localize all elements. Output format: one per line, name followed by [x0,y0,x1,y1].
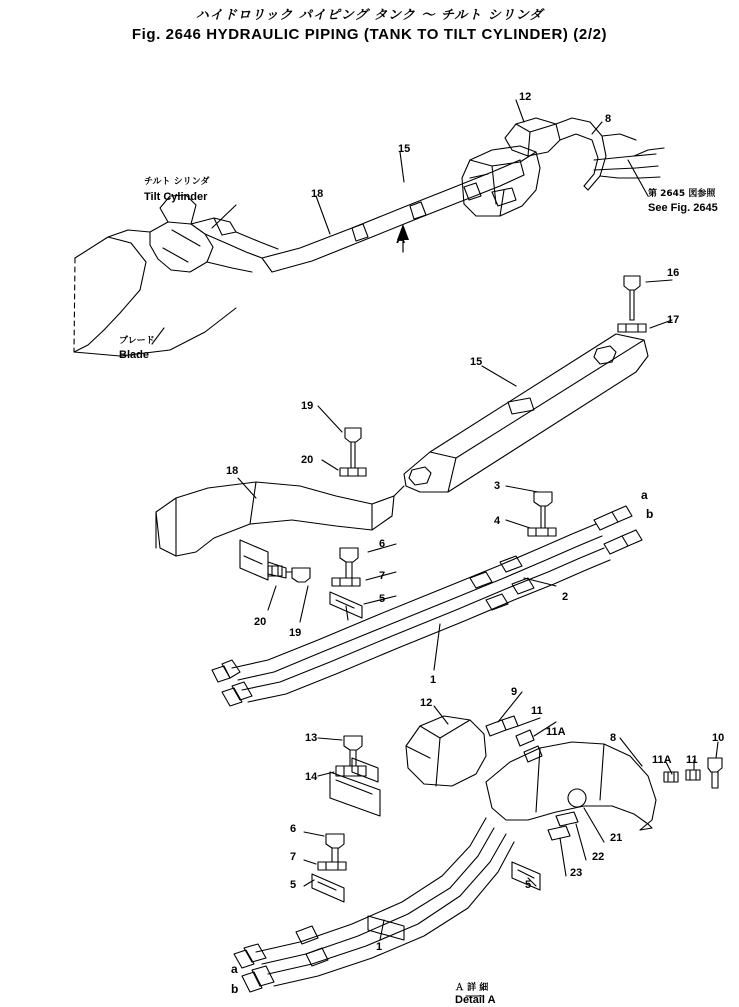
callout-4: 4 [494,515,501,527]
callout-18-middle: 18 [226,465,239,477]
annotation-detail-a-jp: Ａ 詳 細 [455,983,489,993]
callout-8-upper: 8 [605,113,612,125]
callout-6-lower: 6 [290,823,297,835]
callout-a-hose-lower: a [231,962,238,976]
section-marker-a-upper: A [396,231,406,246]
callout-7-lower: 7 [290,851,297,863]
annotation-detail-a-en: Detail A [455,994,496,1006]
callout-9: 9 [511,686,518,698]
callout-16: 16 [667,267,680,279]
callout-5-middle: 5 [379,593,386,605]
callout-11a-right: 11A [652,754,672,766]
annotation-see-fig-jp: 第 2645 図参照 [648,189,716,199]
annotation-tilt-cylinder-en: Tilt Cylinder [144,191,208,203]
annotation-blade-jp: ブレード [119,336,155,346]
callout-1-lower: 1 [376,941,383,953]
callout-3: 3 [494,480,501,492]
callout-a-hose-upper: a [641,488,648,502]
callout-5-lower-left: 5 [290,879,297,891]
callout-10: 10 [712,732,725,744]
callout-18-upper: 18 [311,188,324,200]
callout-23: 23 [570,867,583,879]
callout-20-upper: 20 [301,454,314,466]
callout-19-lower: 19 [289,627,302,639]
callout-6-middle: 6 [379,538,386,550]
callout-7-middle: 7 [379,570,386,582]
callout-12-upper: 12 [519,91,532,103]
annotation-see-fig-en: See Fig. 2645 [648,202,718,214]
callout-1-middle: 1 [430,674,437,686]
callout-22: 22 [592,851,605,863]
callout-21: 21 [610,832,623,844]
callout-b-hose-upper: b [646,507,654,521]
page-title-english: Fig. 2646 HYDRAULIC PIPING (TANK TO TILT CYLINDER) (2/2) [131,26,608,43]
annotation-tilt-cylinder-jp: チルト シリンダ [144,177,210,187]
callout-8-lower: 8 [610,732,617,744]
callout-19-upper: 19 [301,400,314,412]
callout-5-lower-right: 5 [525,879,532,891]
annotation-blade-en: Blade [119,349,149,361]
callout-b-hose-lower: b [231,982,239,996]
callout-17: 17 [667,314,680,326]
callout-15-upper: 15 [398,143,411,155]
page-title-japanese: ハイドロリック パイピング タンク ～ チルト シリンダ [195,8,544,23]
callout-11-right: 11 [686,754,698,766]
callout-14: 14 [305,771,318,783]
callout-12-lower: 12 [420,697,433,709]
callout-11-left: 11 [531,705,543,717]
callout-15-middle: 15 [470,356,483,368]
callout-11a-left: 11A [546,726,566,738]
callout-13: 13 [305,732,318,744]
callout-2: 2 [562,591,569,603]
callout-20-lower: 20 [254,616,267,628]
